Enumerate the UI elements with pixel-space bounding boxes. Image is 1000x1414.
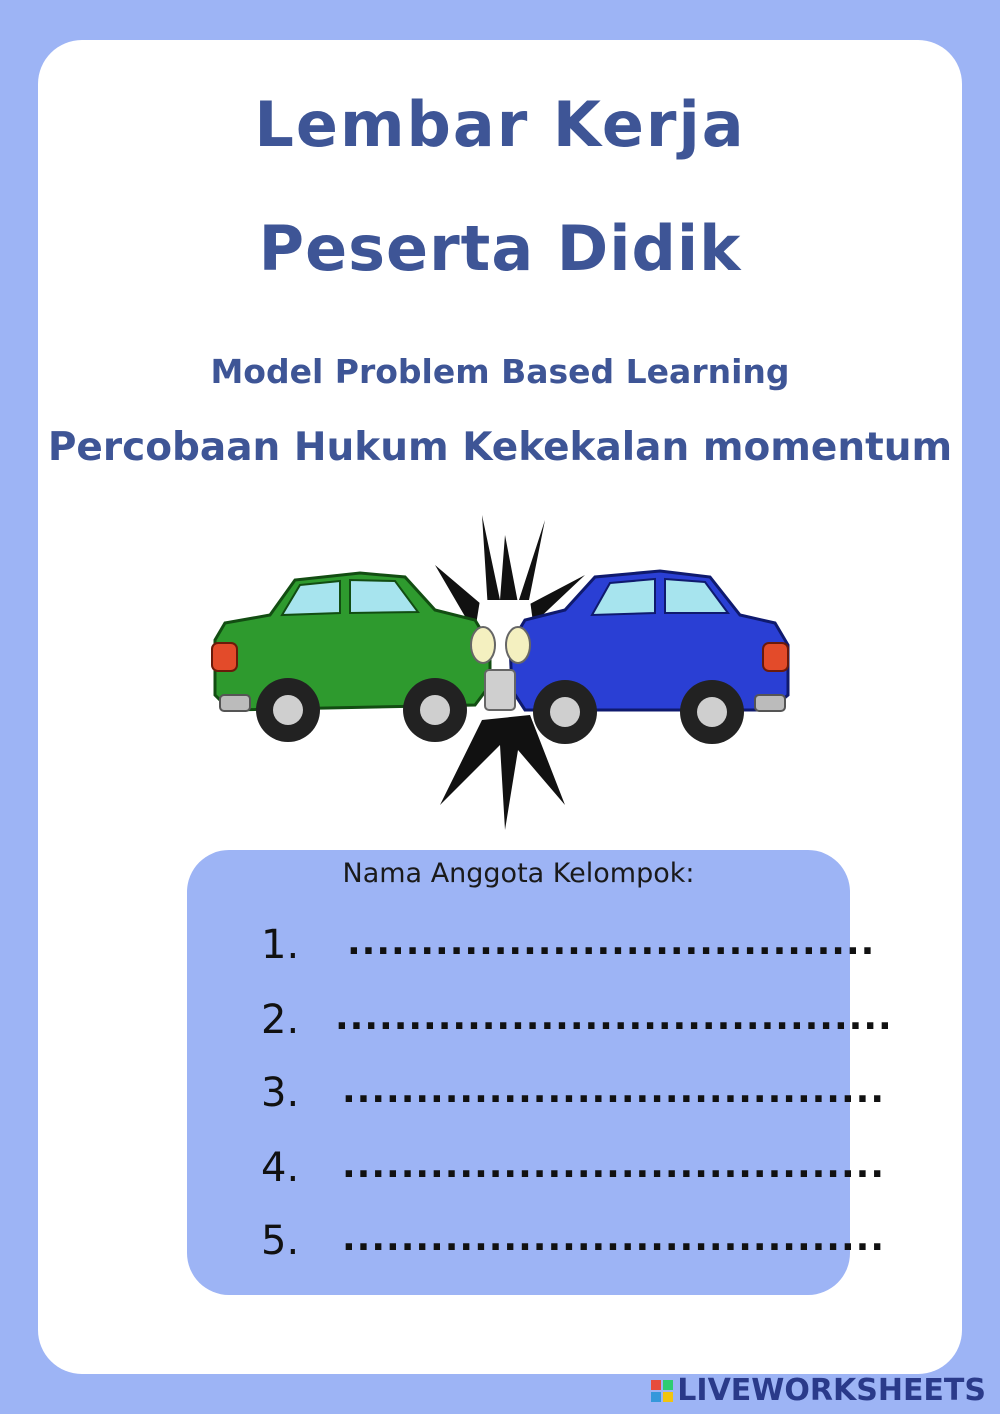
member-row-3 [187,1070,886,1130]
green-car [212,573,495,742]
topic-subtitle: Percobaan Hukum Kekekalan momentum [47,425,953,470]
member-name-blank[interactable]: ..................................... [342,1070,886,1111]
group-members-box [187,850,893,1295]
members-label: Nama Anggota Kelompok: [342,858,695,889]
member-row-4 [187,1145,886,1205]
member-number: 1. [261,922,300,968]
member-name-blank[interactable]: ...................................... [335,997,893,1038]
member-number: 4. [261,1145,300,1191]
member-name-blank[interactable]: .................................... [347,922,876,963]
model-subtitle: Model Problem Based Learning [210,352,790,391]
member-row-5 [187,1218,886,1278]
title-line-1: Lembar Kerja [254,88,746,161]
liveworksheets-logo-icon [651,1380,673,1402]
title-line-2: Peserta Didik [258,212,742,285]
watermark-text: LIVEWORKSHEETS [677,1373,986,1408]
member-name-blank[interactable]: ..................................... [342,1145,886,1186]
member-row-2 [187,997,893,1057]
member-number: 5. [261,1218,300,1264]
member-number: 2. [261,997,300,1043]
member-row-1 [187,922,876,982]
two-cars-colliding-icon [200,505,800,835]
liveworksheets-watermark[interactable] [651,1373,986,1408]
member-number: 3. [261,1070,300,1116]
member-name-blank[interactable]: ..................................... [342,1218,886,1259]
